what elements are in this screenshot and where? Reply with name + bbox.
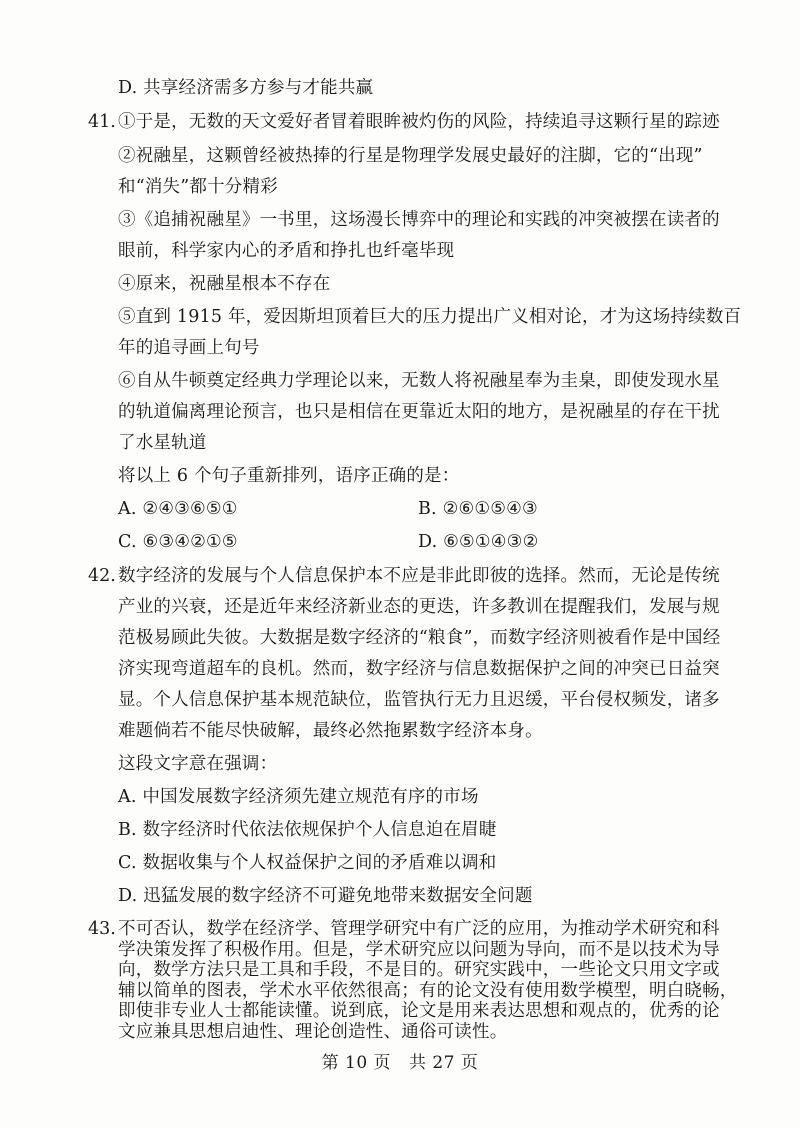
q41-sentence-2-line-2: 和“消失”都十分精彩 xyxy=(118,177,278,197)
q42-paragraph-line-4: 济实现弯道超车的良机。然而，数字经济与信息数据保护之间的冲突已日益突 xyxy=(118,659,720,679)
q40-option-d: D. 共享经济需多方参与才能共赢 xyxy=(118,78,374,98)
q43-paragraph-line-5: 即使非专业人士都能读懂。说到底，论文是用来表达思想和观点的，优秀的论 xyxy=(118,1001,720,1021)
q43-paragraph-line-4: 辅以简单的图表，学术水平依然很高；有的论文没有使用数学模型，明白晓畅， xyxy=(118,980,738,1001)
q41-sentence-3-line-1: ③《追捕祝融星》一书里，这场漫长博弈中的理论和实践的冲突被摆在读者的 xyxy=(118,210,720,230)
q43-paragraph-line-1: 不可否认，数学在经济学、管理学研究中有广泛的应用，为推动学术研究和科 xyxy=(118,919,720,939)
q42-paragraph-line-5: 显。个人信息保护基本规范缺位，监管执行无力且迟缓，平台侵权频发，诸多 xyxy=(118,690,720,710)
q41-sentence-6-line-1: ⑥自从牛顿奠定经典力学理论以来，无数人将祝融星奉为圭臬，即使发现水星 xyxy=(118,371,720,391)
q41-option-a: A. ②④③⑥⑤① xyxy=(118,499,238,519)
q41-sentence-5-line-1: ⑤直到 1915 年，爱因斯坦顶着巨大的压力提出广义相对论，才为这场持续数百 xyxy=(118,307,742,327)
q41-option-c: C. ⑥③④②①⑤ xyxy=(118,532,238,552)
q43-paragraph-line-6: 文应兼具思想启迪性、理论创造性、通俗可读性。 xyxy=(118,1021,508,1042)
q42-number: 42. xyxy=(88,566,116,586)
q42-option-a: A. 中国发展数字经济须先建立规范有序的市场 xyxy=(118,787,479,807)
page-footer xyxy=(0,1048,800,1073)
q41-sentence-5-line-2: 年的追寻画上句号 xyxy=(118,338,260,358)
q41-sentence-4: ④原来，祝融星根本不存在 xyxy=(118,274,331,294)
q41-sentence-6-line-2: 的轨道偏离理论预言，也只是相信在更靠近太阳的地方，是祝融星的存在干扰 xyxy=(118,402,720,422)
q42-option-c: C. 数据收集与个人权益保护之间的矛盾难以调和 xyxy=(118,853,497,873)
page-number: 第 10 页 xyxy=(321,1053,392,1073)
q42-paragraph-line-2: 产业的兴衰，还是近年来经济新业态的更迭，许多教训在提醒我们，发展与规 xyxy=(118,597,720,617)
q41-option-b: B. ②⑥①⑤④③ xyxy=(418,499,538,519)
q41-sentence-6-line-3: 了水星轨道 xyxy=(118,433,207,453)
q43-paragraph-line-2: 学决策发挥了积极作用。但是，学术研究应以问题为导向，而不是以技术为导 xyxy=(118,939,720,960)
q42-question: 这段文字意在强调： xyxy=(118,754,278,774)
q41-question: 将以上 6 个句子重新排列，语序正确的是： xyxy=(118,466,460,486)
q43-number: 43. xyxy=(88,919,116,939)
q41-option-d: D. ⑥⑤①④③② xyxy=(418,532,539,552)
q41-sentence-1: ①于是，无数的天文爱好者冒着眼眸被灼伤的风险，持续追寻这颗行星的踪迹 xyxy=(118,112,720,132)
page-total: 共 27 页 xyxy=(408,1053,479,1073)
q42-paragraph-line-6: 难题倘若不能尽快破解，最终必然拖累数字经济本身。 xyxy=(118,721,543,741)
q42-paragraph-line-3: 范极易顾此失彼。大数据是数字经济的“粮食”，而数字经济则被看作是中国经 xyxy=(118,628,721,648)
q41-sentence-3-line-2: 眼前，科学家内心的矛盾和挣扎也纤毫毕现 xyxy=(118,241,455,261)
q41-sentence-2-line-1: ②祝融星，这颗曾经被热捧的行星是物理学发展史最好的注脚，它的“出现” xyxy=(118,146,703,166)
q43-paragraph-line-3: 向，数学方法只是工具和手段，不是目的。研究实践中，一些论文只用文字或 xyxy=(118,960,720,980)
q42-option-b: B. 数字经济时代依法依规保护个人信息迫在眉睫 xyxy=(118,820,497,840)
q41-number: 41. xyxy=(88,112,116,132)
q42-option-d: D. 迅猛发展的数字经济不可避免地带来数据安全问题 xyxy=(118,886,533,906)
q42-paragraph-line-1: 数字经济的发展与个人信息保护本不应是非此即彼的选择。然而，无论是传统 xyxy=(118,566,720,586)
